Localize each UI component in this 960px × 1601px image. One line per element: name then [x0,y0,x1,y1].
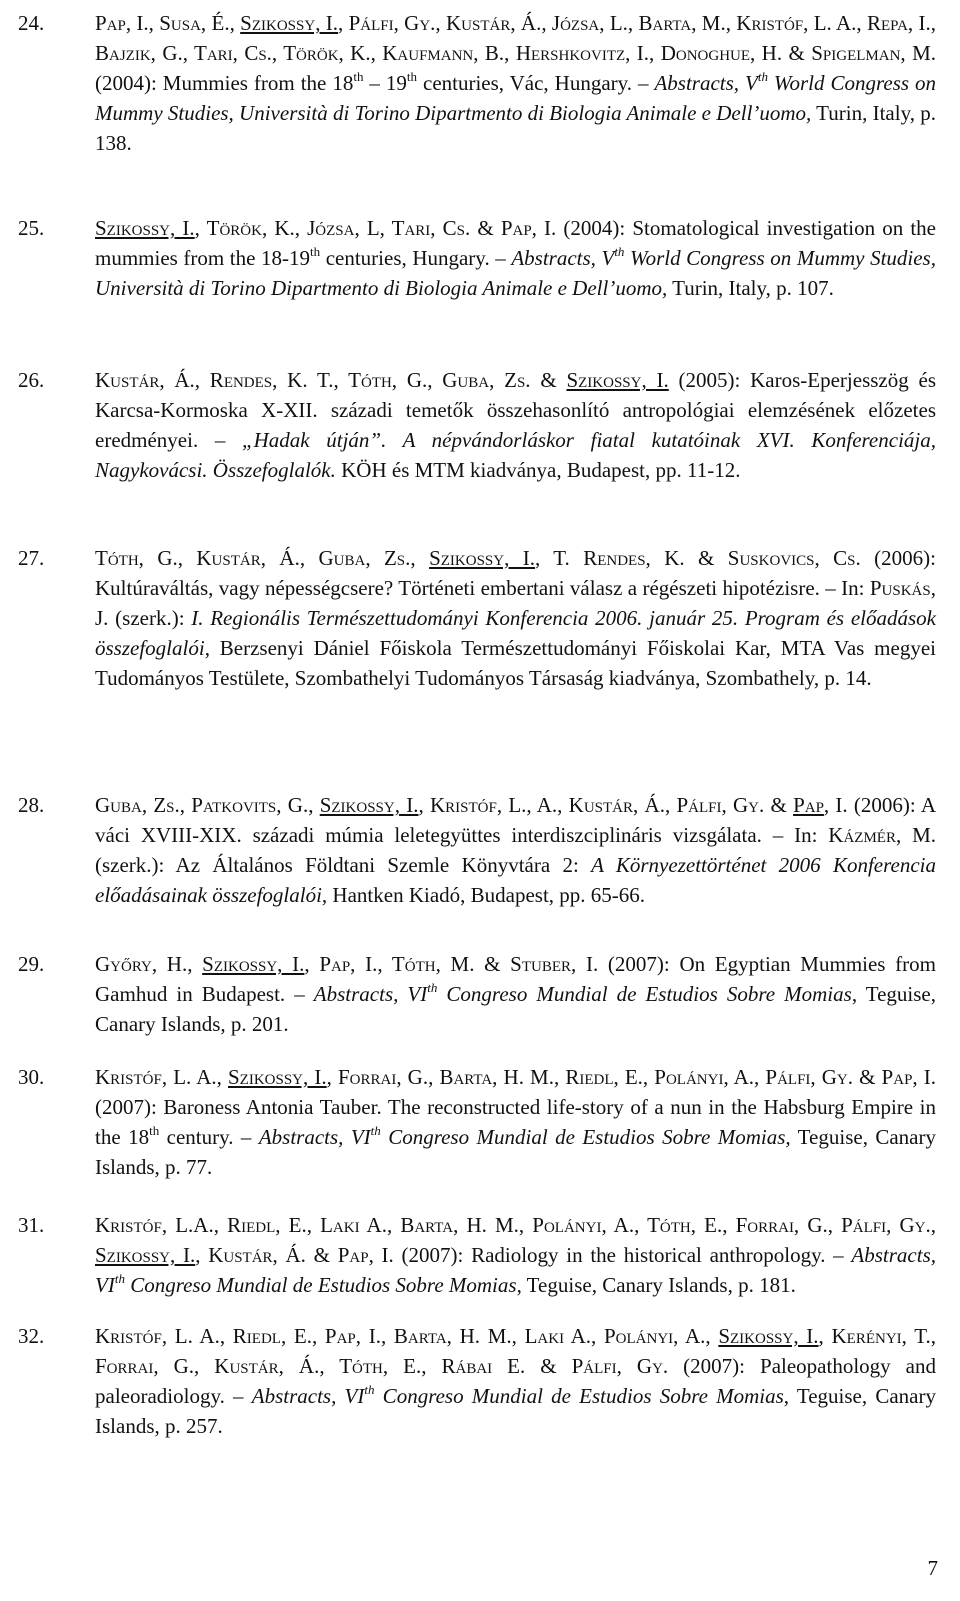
authors-segment: , I. [823,793,848,817]
reference-number: 28. [18,793,45,817]
authors-segment: , Török, K., Józsa, L, Tari, Cs. & Pap, I. [194,216,557,240]
reference-number: 26. [18,368,45,392]
citation-segment: I. Regionális Természettudományi Konferencia 2006. január 25. Program és előadások összefoglalói [95,606,936,660]
authors-segment: Szikossy, I. [319,793,419,817]
citation-segment: Abstracts, VI [313,982,428,1006]
authors-segment: Pap, I., Susa, É., [95,11,241,35]
citation-segment: , Teguise, Canary Islands, p. 181. [516,1273,796,1297]
citation-segment: , Hantken Kiadó, Budapest, pp. 65-66. [321,883,646,907]
reference-number: 25. [18,216,45,240]
authors-segment: , Pap, I., Tóth, M. & Stuber, I. [304,952,599,976]
citation-segment: th [614,244,625,259]
reference-text [95,1321,936,1441]
authors-segment: Kustár, Á., Rendes, K. T., Tóth, G., Guba, Zs. & [95,368,567,392]
citation-segment: Stomatological investigation on the mummies from the 18-19 [95,216,936,270]
authors-segment: Kristóf, L. A., Riedl, E., Pap, I., Barta, H. M., Laki A., Polányi, A., [95,1324,719,1348]
reference-text [95,1210,936,1300]
citation-segment: Turin, Italy, p. 107. [667,276,834,300]
reference-text [95,365,936,485]
reference-number: 24. [18,11,45,35]
authors-segment: Kristóf, L.A., Riedl, E., Laki A., Barta, H. M., Polányi, A., Tóth, E., Forrai, G., Pálfi, Gy., [95,1213,936,1237]
reference-text [95,949,936,1039]
publication-year: (2007): [393,1243,472,1267]
citation-segment: th [364,1382,375,1397]
citation-segment: th [427,980,438,995]
citation-segment: Abstracts, VI [258,1125,371,1149]
citation-segment: Baroness Antonia Tauber. The reconstructed life-story of a nun in the Habsburg Empire in the 18 [95,1095,936,1149]
reference-text [95,1062,936,1182]
citation-segment: World Congress on Mummy Studies, Università di Torino Dipartmento di Biologia Animale e Dell’uomo, [95,246,936,300]
citation-segment: Abstracts, VI [95,1243,936,1297]
citation-segment: Teguise, Canary Islands, p. 77. [95,1125,936,1179]
citation-segment: Abstracts, V [511,246,615,270]
authors-segment: , Kustár, Á. & Pap, I. [195,1243,394,1267]
authors-segment: Szikossy, I. [566,368,669,392]
reference-text [95,790,936,910]
authors-segment: Pap [793,793,824,817]
citation-segment: Kázmér, M. [828,823,936,847]
authors-segment: Szikossy, I. [240,11,339,35]
citation-segment: – 19 [363,71,407,95]
authors-segment: Guba, Zs., Patkovits, G., [95,793,320,817]
citation-segment: th [406,69,418,84]
publication-year: (2007): [668,1354,761,1378]
citation-segment: th [370,1123,381,1138]
reference-text [95,213,936,303]
citation-segment: Mummies from the 18 [162,71,354,95]
reference-text [95,543,936,693]
citation-segment: Congreso Mundial de Estudios Sobre Momias [437,982,852,1006]
citation-segment: Congreso Mundial de Estudios Sobre Momias, [380,1125,791,1149]
authors-segment: Szikossy, I. [228,1065,327,1089]
citation-segment: century. – [159,1125,259,1149]
citation-segment: Paleopathology and paleoradiology. – [95,1354,936,1408]
reference-number: 29. [18,952,45,976]
citation-segment: th [149,1123,160,1138]
authors-segment: Szikossy, I. [429,546,535,570]
publication-year: (2007): [95,1095,164,1119]
page-number: 7 [927,1556,938,1580]
citation-segment: th [757,69,768,84]
authors-segment: Kristóf, L. A., [95,1065,228,1089]
citation-segment: centuries, Vác, Hungary. – [417,71,655,95]
authors-segment: , Kristóf, L., A., Kustár, Á., Pálfi, Gy. & [418,793,794,817]
citation-segment: On Egyptian Mummies from Gamhud in Budapest. – [95,952,936,1006]
citation-segment: World Congress on Mummy Studies, Università di Torino Dipartmento di Biologia Animale e Dell’uomo, [95,71,937,125]
citation-segment: th [114,1271,125,1286]
reference-number: 31. [18,1213,45,1237]
reference-number: 32. [18,1324,45,1348]
citation-segment: (szerk.): [108,606,192,630]
citation-segment: Abstracts, V [654,71,758,95]
publication-year: (2004): [95,71,163,95]
citation-segment: centuries, Hungary. – [320,246,512,270]
publication-year: (2005): [668,368,751,392]
citation-segment: Kultúraváltás, vagy népességcsere? Történeti embertani válasz a régészeti hipotézisre. – In: [95,576,870,600]
citation-segment: , Berzsenyi Dániel Főiskola Természettudományi Főiskolai Kar, MTA Vas megyei Tudományos Testülete, Szombathelyi Tudományos Társaság kiadványa, Szombathely, p. 14. [95,636,936,690]
authors-segment: Szikossy, I. [202,952,305,976]
citation-segment: Congreso Mundial de Estudios Sobre Momias [124,1273,517,1297]
authors-segment: , T. Rendes, K. & Suskovics, Cs. [535,546,861,570]
citation-segment: Karos-Eperjesszög és Karcsa-Kormoska X-XII. századi temetők összehasonlító antropológiai elemzésének előzetes eredményei. – [95,368,937,452]
authors-segment: Szikossy, I. [95,216,195,240]
authors-segment: , Pálfi, Gy., Kustár, Á., Józsa, L., Barta, M., Kristóf, L. A., Repa, I., Bajzik, G., Tari, Cs., Török, K., Kaufmann, B., Hershkovitz, I., Donoghue, H. & Spigelman, M. [95,11,936,65]
citation-segment: KÖH és MTM kiadványa, Budapest, pp. 11-12. [335,458,741,482]
citation-segment: th [353,69,364,84]
citation-segment: , Teguise, Canary Islands, p. 201. [95,982,936,1036]
reference-number: 27. [18,546,45,570]
publication-year: (2006): [860,546,936,570]
authors-segment: Tóth, G., Kustár, Á., Guba, Zs., [95,546,430,570]
citation-segment: Radiology in the historical anthropology. – [471,1243,852,1267]
authors-segment: Szikossy, I. [718,1324,819,1348]
authors-segment: , Forrai, G., Barta, H. M., Riedl, E., Polányi, A., Pálfi, Gy. & Pap, I. [326,1065,937,1089]
publication-year: (2004): [556,216,633,240]
citation-segment: th [310,244,321,259]
citation-segment: A váci XVIII-XIX. századi múmia leletegyüttes interdiszciplináris vizsgálata. – In: [95,793,937,847]
citation-segment: A Környezettörténet 2006 Konferencia előadásainak összefoglalói [95,853,936,907]
authors-segment: Győry, H., [95,952,203,976]
citation-segment: (szerk.): Az Általános Földtani Szemle Könyvtára 2: [95,853,592,877]
reference-text [95,8,936,158]
reference-number: 30. [18,1065,45,1089]
authors-segment: , Kerényi, T., Forrai, G., Kustár, Á., Tóth, E., Rábai E. & Pálfi, Gy. [95,1324,936,1378]
authors-segment: Szikossy, I. [95,1243,196,1267]
citation-segment: Congreso Mundial de Estudios Sobre Momias [374,1384,784,1408]
citation-segment: , Teguise, Canary Islands, p. 257. [95,1384,936,1438]
citation-segment: Abstracts, VI [251,1384,365,1408]
publication-year: (2007): [598,952,680,976]
citation-segment: „Hadak útján”. A népvándorláskor fiatal kutatóinak XVI. Konferenciája, Nagykovácsi. Összefoglalók. [95,428,936,482]
citation-segment: Puskás, J. [95,576,936,630]
publication-year: (2006): [847,793,921,817]
citation-segment: Turin, Italy, p. 138. [95,101,936,155]
